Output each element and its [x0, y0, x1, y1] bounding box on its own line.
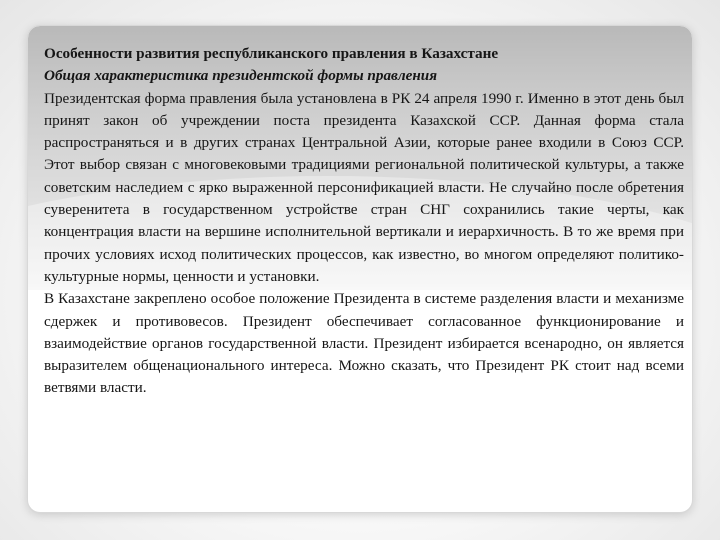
slide-content [44, 43, 684, 400]
content-card [28, 26, 692, 512]
paragraph-1: Президентская форма правления была установлена в РК 24 апреля 1990 г. Именно в этот день был принят закон об учреждении поста президента Казахской ССР. Данная форма стала распространяться и в других странах Центральной Азии, которые ранее входили в Союз ССР. Этот выбор связан с многовековыми традициями региональной политической культуры, а также советским наследием с ярко выраженной персонификацией власти. Не случайно после обретения суверенитета в государственном устройстве стран СНГ сохранились такие черты, как концентрация власти на вершине исполнительной вертикали и иерархичность. В то же время при прочих условиях исход политических процессов, как известно, во многом определяют политико-культурные нормы, ценности и установки. [44, 89, 684, 285]
slide-title: Особенности развития республиканского правления в Казахстане [44, 45, 499, 62]
paragraph-2: В Казахстане закреплено особое положение Президента в системе разделения власти и механизме сдержек и противовесов. Президент обеспечивает согласованное функционирование и взаимодействие органов государственной власти. Президент избирается всенародно, он является выразителем общенационального интереса. Можно сказать, что Президент РК стоит над всеми ветвями власти. [44, 290, 684, 397]
slide-subtitle: Общая характеристика президентской формы правления [44, 67, 438, 85]
